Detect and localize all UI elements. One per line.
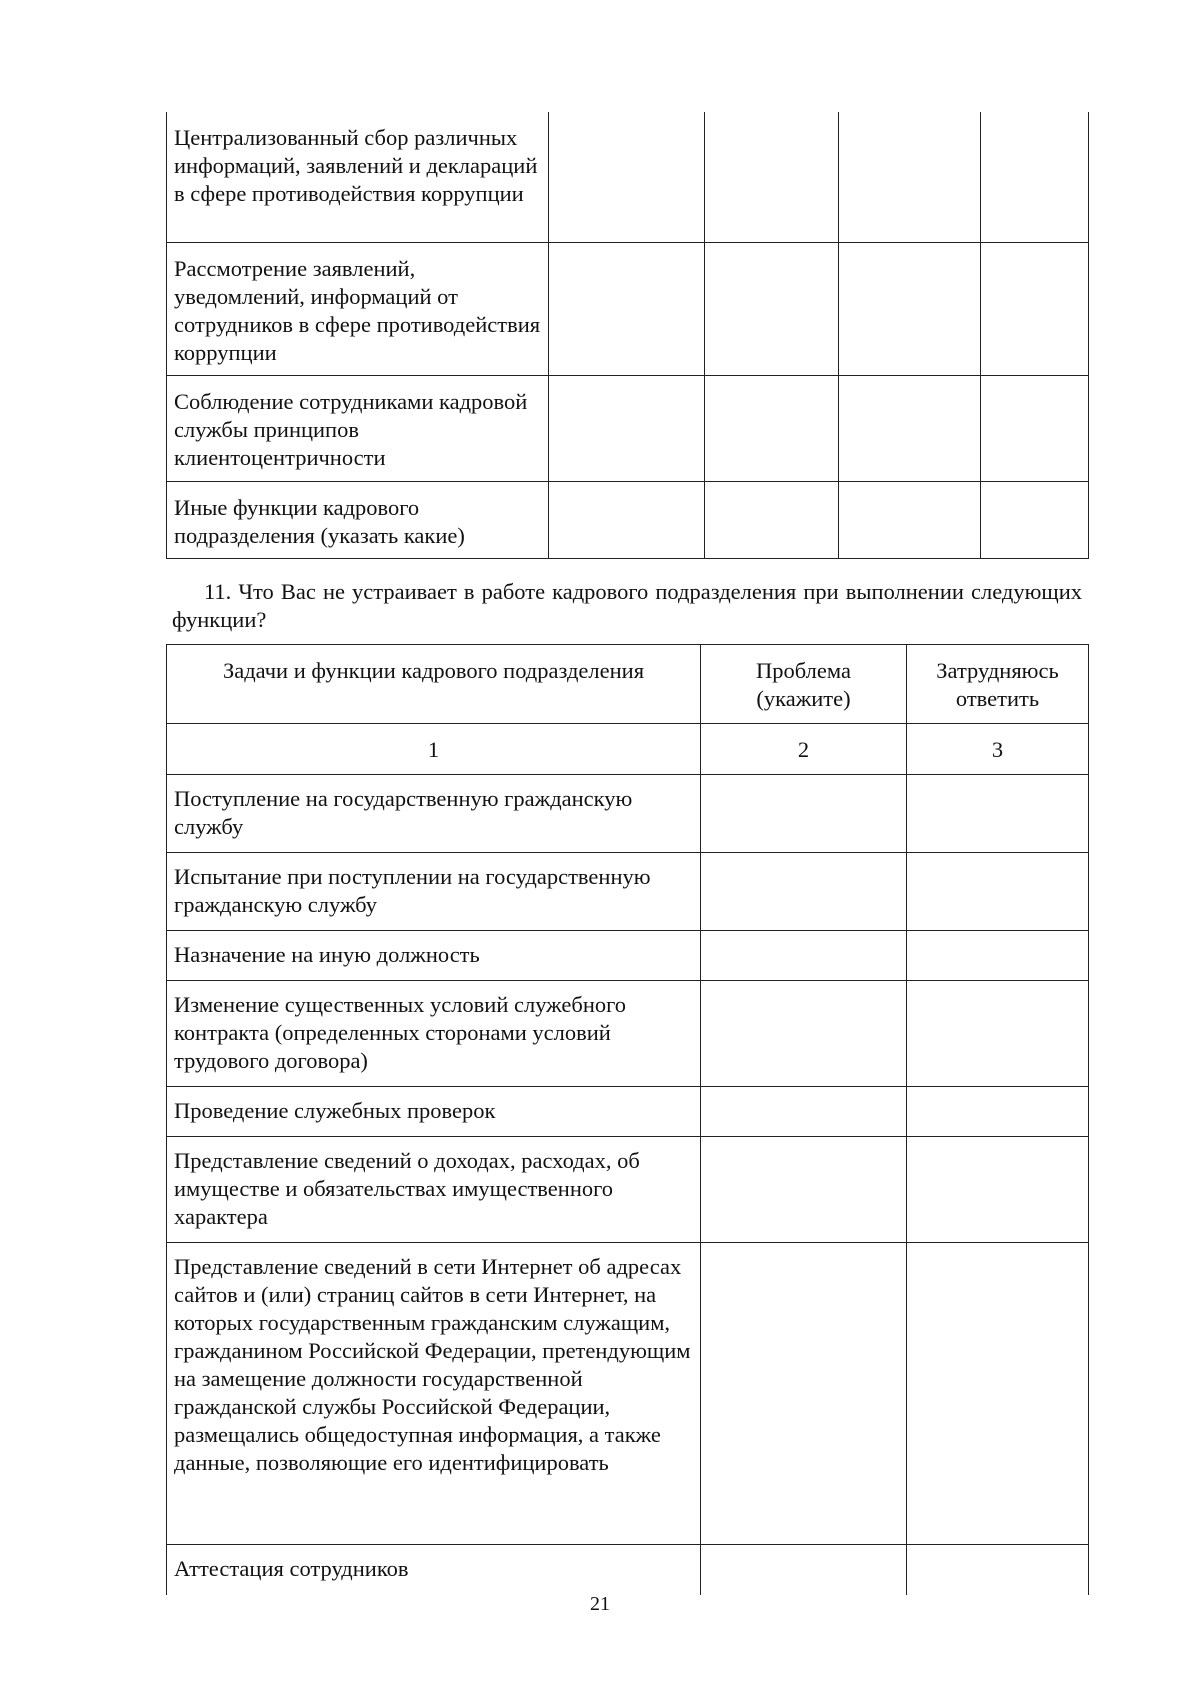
row-label: Поступление на государственную гражданскую службу: [167, 775, 701, 853]
row-label: Рассмотрение заявлений, уведомлений, информаций от сотрудников в сфере противодействия коррупции: [167, 242, 549, 375]
column-header-problem: Проблема (укажите): [701, 645, 907, 724]
answer-cell[interactable]: [705, 375, 839, 481]
column-number: 1: [167, 724, 701, 775]
question-11: [172, 578, 1082, 634]
row-label: Иные функции кадрового подразделения (указать какие): [167, 481, 549, 558]
answer-cell[interactable]: [701, 1243, 907, 1545]
answer-cell[interactable]: [981, 481, 1089, 558]
row-label: Соблюдение сотрудниками кадровой службы принципов клиентоцентричности: [167, 375, 549, 481]
question-text: Что Вас не устраивает в работе кадрового подразделения при выполнении следующих функции?: [172, 579, 1083, 632]
answer-cell[interactable]: [839, 112, 981, 242]
column-header-tasks: Задачи и функции кадрового подразделения: [167, 645, 701, 724]
table-row: [167, 981, 1089, 1087]
row-label: Централизованный сбор различных информаций, заявлений и деклараций в сфере противодействия коррупции: [167, 112, 549, 242]
table-row: [167, 775, 1089, 853]
answer-cell[interactable]: [549, 112, 705, 242]
answer-cell[interactable]: [907, 981, 1089, 1087]
functions-evaluation-table-continued: [166, 112, 1089, 559]
table-row: [167, 242, 1089, 375]
row-label: Испытание при поступлении на государственную гражданскую службу: [167, 853, 701, 931]
column-number: 2: [701, 724, 907, 775]
answer-cell[interactable]: [549, 242, 705, 375]
row-label: Изменение существенных условий служебного контракта (определенных сторонами условий трудового договора): [167, 981, 701, 1087]
answer-cell[interactable]: [705, 242, 839, 375]
column-header-difficult: Затрудняюсь ответить: [907, 645, 1089, 724]
table-row: [167, 1545, 1089, 1595]
answer-cell[interactable]: [701, 775, 907, 853]
answer-cell[interactable]: [907, 1137, 1089, 1243]
answer-cell[interactable]: [839, 375, 981, 481]
answer-cell[interactable]: [907, 853, 1089, 931]
table-row: [167, 1087, 1089, 1137]
answer-cell[interactable]: [701, 1545, 907, 1595]
answer-cell[interactable]: [549, 481, 705, 558]
table-row: [167, 112, 1089, 242]
row-label: Представление сведений о доходах, расходах, об имуществе и обязательствах имущественного характера: [167, 1137, 701, 1243]
question-number: 11.: [204, 579, 232, 604]
answer-cell[interactable]: [701, 931, 907, 981]
answer-cell[interactable]: [907, 931, 1089, 981]
answer-cell[interactable]: [705, 112, 839, 242]
table-row: [167, 375, 1089, 481]
row-label: Аттестация сотрудников: [167, 1545, 701, 1595]
row-label: Назначение на иную должность: [167, 931, 701, 981]
table-row: [167, 481, 1089, 558]
answer-cell[interactable]: [907, 1243, 1089, 1545]
answer-cell[interactable]: [701, 1087, 907, 1137]
row-label: Представление сведений в сети Интернет об адресах сайтов и (или) страниц сайтов в сети Интернет, на которых государственным гражданским служащим, гражданином Российской Федерации, претендующим на замещение должности государственной гражданской службы Российской Федерации, размещались общедоступная информация, а также данные, позволяющие его идентифицировать: [167, 1243, 701, 1545]
answer-cell[interactable]: [981, 375, 1089, 481]
answer-cell[interactable]: [701, 853, 907, 931]
problems-table: [166, 644, 1089, 1595]
answer-cell[interactable]: [907, 1087, 1089, 1137]
answer-cell[interactable]: [907, 1545, 1089, 1595]
answer-cell[interactable]: [981, 112, 1089, 242]
answer-cell[interactable]: [705, 481, 839, 558]
answer-cell[interactable]: [981, 242, 1089, 375]
column-number: 3: [907, 724, 1089, 775]
page-number: 21: [590, 1593, 610, 1615]
answer-cell[interactable]: [907, 775, 1089, 853]
table-row: [167, 1243, 1089, 1545]
row-label: Проведение служебных проверок: [167, 1087, 701, 1137]
table-row: [167, 1137, 1089, 1243]
column-number-row: [167, 724, 1089, 775]
table-row: [167, 931, 1089, 981]
answer-cell[interactable]: [549, 375, 705, 481]
answer-cell[interactable]: [701, 1137, 907, 1243]
answer-cell[interactable]: [839, 481, 981, 558]
answer-cell[interactable]: [839, 242, 981, 375]
header-row: [167, 645, 1089, 724]
answer-cell[interactable]: [701, 981, 907, 1087]
table-row: [167, 853, 1089, 931]
